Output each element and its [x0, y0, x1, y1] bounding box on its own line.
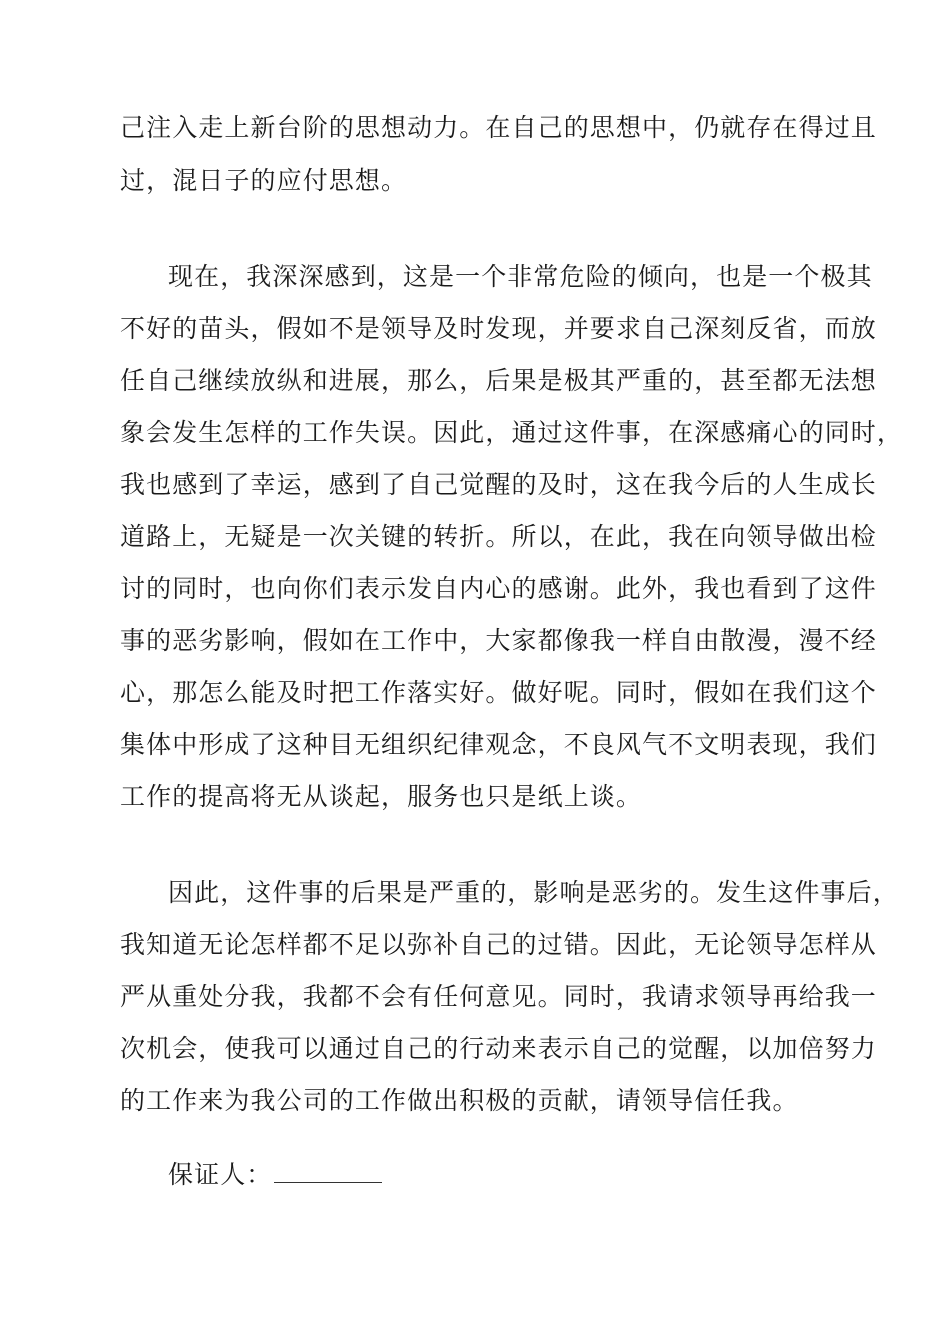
paragraph-2-line-3: 任自己继续放纵和进展，那么，后果是极其严重的，甚至都无法想 [120, 366, 877, 395]
paragraph-2-line-10: 集体中形成了这种目无组织纪律观念，不良风气不文明表现，我们 [120, 730, 877, 759]
paragraph-2-line-9: 心，那怎么能及时把工作落实好。做好呢。同时，假如在我们这个 [120, 678, 877, 707]
paragraph-3-line-3: 严从重处分我，我都不会有任何意见。同时，我请求领导再给我一 [120, 982, 877, 1011]
paragraph-2-line-1: 现在，我深深感到，这是一个非常危险的倾向，也是一个极其 [168, 262, 873, 291]
paragraph-2-line-11: 工作的提高将无从谈起，服务也只是纸上谈。 [120, 782, 643, 811]
paragraph-1-line-2: 过，混日子的应付思想。 [120, 166, 408, 195]
paragraph-2-line-7: 讨的同时，也向你们表示发自内心的感谢。此外，我也看到了这件 [120, 574, 877, 603]
signature-blank-field[interactable] [274, 1160, 382, 1183]
signature-line [168, 1160, 382, 1190]
paragraph-3-line-5: 的工作来为我公司的工作做出积极的贡献，请领导信任我。 [120, 1086, 799, 1115]
paragraph-2-line-4: 象会发生怎样的工作失误。因此，通过这件事，在深感痛心的同时， [120, 418, 904, 447]
paragraph-3-line-4: 次机会，使我可以通过自己的行动来表示自己的觉醒，以加倍努力 [120, 1034, 877, 1063]
paragraph-3-line-1: 因此，这件事的后果是严重的，影响是恶劣的。发生这件事后， [168, 878, 899, 907]
paragraph-2-line-8: 事的恶劣影响，假如在工作中，大家都像我一样自由散漫，漫不经 [120, 626, 877, 655]
paragraph-2-line-2: 不好的苗头，假如不是领导及时发现，并要求自己深刻反省，而放 [120, 314, 877, 343]
paragraph-2-line-6: 道路上，无疑是一次关键的转折。所以，在此，我在向领导做出检 [120, 522, 877, 551]
paragraph-3-line-2: 我知道无论怎样都不足以弥补自己的过错。因此，无论领导怎样从 [120, 930, 877, 959]
paragraph-1-line-1: 己注入走上新台阶的思想动力。在自己的思想中，仍就存在得过且 [120, 113, 877, 142]
paragraph-2-line-5: 我也感到了幸运，感到了自己觉醒的及时，这在我今后的人生成长 [120, 470, 877, 499]
signature-label: 保证人： [168, 1160, 273, 1189]
